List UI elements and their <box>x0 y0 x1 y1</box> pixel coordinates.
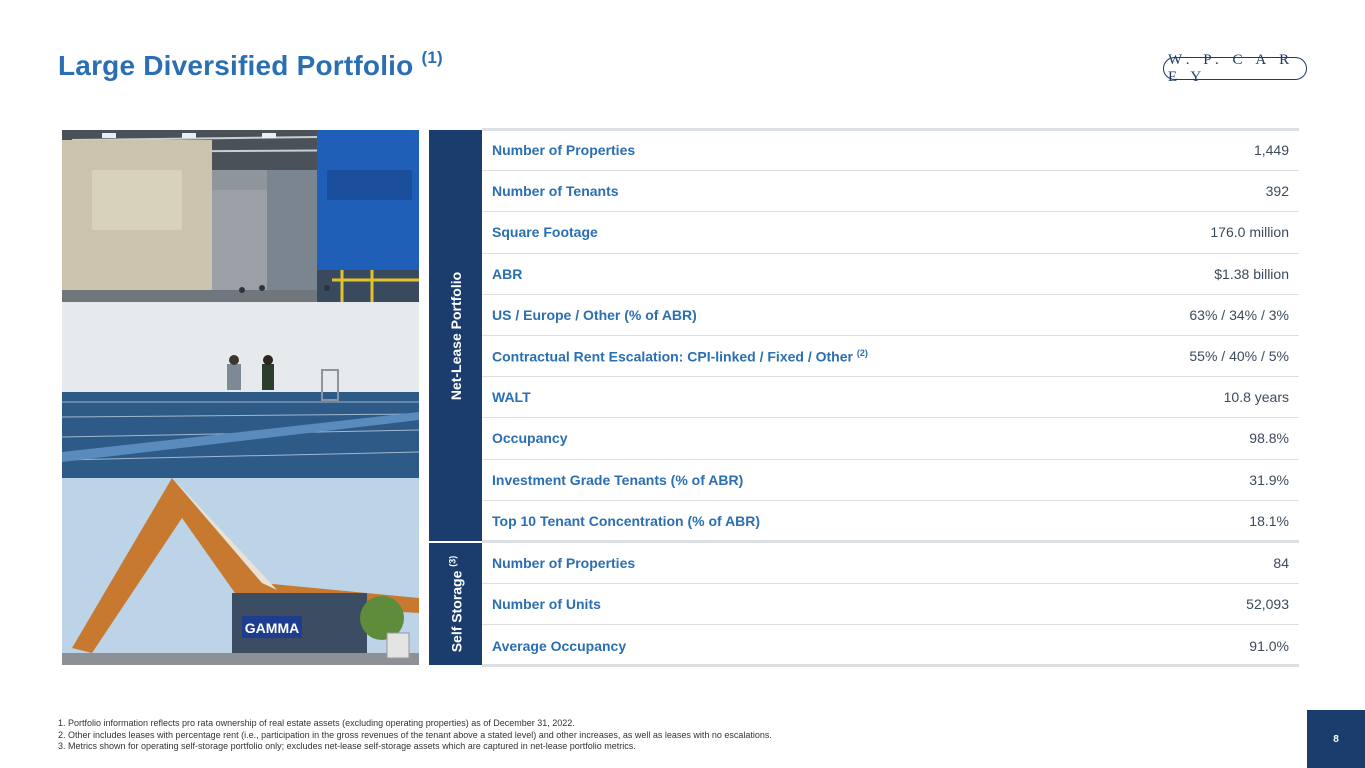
footnote: 1. Portfolio information reflects pro rata ownership of real estate assets (excluding operating properties) as of December 31, 2022. <box>58 718 575 728</box>
solar-roof-photo <box>62 302 419 478</box>
row-label: Number of Tenants <box>492 183 619 200</box>
table-row <box>482 377 1299 418</box>
row-label: WALT <box>492 389 531 406</box>
row-value: 98.8% <box>1249 430 1289 447</box>
self-storage-label: Self Storage <box>447 570 464 653</box>
row-value: 84 <box>1273 555 1289 572</box>
table-row <box>482 212 1299 253</box>
row-value: 10.8 years <box>1223 389 1289 406</box>
table-row <box>482 171 1299 212</box>
row-label: Investment Grade Tenants (% of ABR) <box>492 471 744 488</box>
row-label: Occupancy <box>492 430 568 447</box>
footnote: 2. Other includes leases with percentage rent (i.e., participation in the gross revenues of the tenant above a stated level) and other increases, as well as leases with no escalations. <box>58 729 772 740</box>
table-row <box>482 418 1299 459</box>
table-row <box>482 543 1299 584</box>
table-row <box>482 295 1299 336</box>
portfolio-metrics-table <box>482 130 1299 542</box>
row-label: Number of Properties <box>492 142 636 159</box>
page-title <box>58 50 443 82</box>
row-value: 91.0% <box>1249 637 1289 654</box>
table-bottom-divider <box>482 664 1299 667</box>
row-value: 63% / 34% / 3% <box>1189 306 1289 323</box>
net-lease-section-label <box>429 130 482 541</box>
gamma-sign: GAMMA <box>244 620 300 636</box>
row-label: Average Occupancy <box>492 637 627 654</box>
factory-interior-photo <box>62 130 419 302</box>
gamma-store-photo <box>62 478 419 665</box>
self-storage-label-wrap <box>447 556 464 653</box>
row-label: Number of Properties <box>492 555 636 572</box>
table-row <box>482 130 1299 171</box>
self-storage-section-label <box>429 543 482 665</box>
row-label: Top 10 Tenant Concentration (% of ABR) <box>492 513 761 530</box>
page-number <box>1307 710 1365 768</box>
row-value: 176.0 million <box>1210 224 1289 241</box>
table-row <box>482 254 1299 295</box>
row-label: ABR <box>492 265 523 282</box>
row-value: 1,449 <box>1253 142 1289 159</box>
wp-carey-logo <box>1163 51 1307 85</box>
table-row <box>482 460 1299 501</box>
row-footnote-ref: (2) <box>856 347 868 358</box>
row-label: Number of Units <box>492 596 601 613</box>
logo-text: W. P. C A R E Y <box>1168 51 1295 85</box>
title-footnote-ref: (1) <box>421 48 443 67</box>
photo-collage <box>62 130 419 665</box>
footnotes <box>58 718 772 753</box>
row-label-wrap <box>492 348 868 365</box>
table-row <box>482 336 1299 377</box>
self-storage-footnote-ref: (3) <box>447 555 458 567</box>
row-value: 55% / 40% / 5% <box>1189 348 1289 365</box>
self-storage-metrics-table <box>482 543 1299 667</box>
row-value: $1.38 billion <box>1214 265 1289 282</box>
table-row <box>482 584 1299 625</box>
page-title-text: Large Diversified Portfolio <box>58 50 414 81</box>
page-number-text: 8 <box>1333 733 1339 745</box>
row-label: Square Footage <box>492 224 598 241</box>
row-value: 18.1% <box>1249 513 1289 530</box>
row-label: US / Europe / Other (% of ABR) <box>492 306 697 323</box>
table-row <box>482 625 1299 666</box>
row-value: 392 <box>1265 183 1289 200</box>
net-lease-label: Net-Lease Portfolio <box>447 271 464 400</box>
row-value: 52,093 <box>1246 596 1289 613</box>
footnote: 3. Metrics shown for operating self-storage portfolio only; excludes net-lease self-storage assets which are captured in net-lease portfolio metrics. <box>58 741 636 751</box>
table-row <box>482 501 1299 542</box>
row-value: 31.9% <box>1249 471 1289 488</box>
row-label: Contractual Rent Escalation: CPI-linked / Fixed / Other <box>492 348 853 365</box>
